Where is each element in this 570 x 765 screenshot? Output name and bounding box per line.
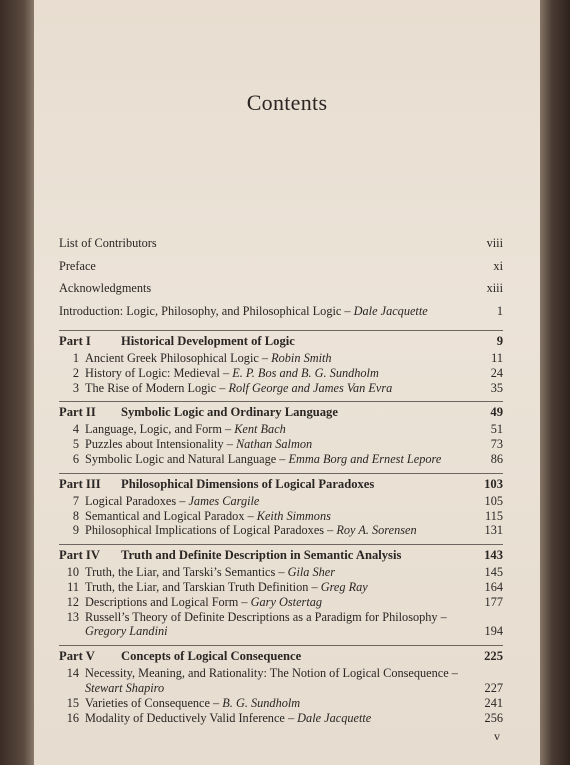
front-matter-list	[59, 236, 503, 326]
chapter-text	[85, 595, 463, 610]
chapter-author: Emma Borg and Ernest Lepore	[288, 451, 442, 466]
chapter-author: Roy A. Sorensen	[336, 523, 417, 538]
chapter-text	[85, 696, 463, 711]
part-title: Concepts of Logical Consequence	[121, 649, 302, 664]
chapter-number: 13	[66, 609, 79, 624]
front-matter-title: Acknowledgments	[59, 281, 152, 295]
chapter-page: 51	[490, 422, 503, 437]
part-page: 143	[484, 548, 503, 563]
chapter-entry	[59, 494, 503, 509]
chapter-title: Symbolic Logic and Natural Language –	[85, 451, 289, 466]
part-heading	[59, 477, 503, 494]
part-heading	[59, 334, 503, 351]
part-number: Part I	[59, 334, 91, 348]
chapter-author: Rolf George and James Van Evra	[228, 380, 393, 395]
chapter-number: 6	[72, 451, 79, 466]
chapter-author: James Cargile	[188, 493, 260, 508]
chapter-author: E. P. Bos and B. G. Sundholm	[232, 365, 379, 380]
chapter-title: Ancient Greek Philosophical Logic –	[85, 351, 272, 365]
chapter-entry	[59, 351, 503, 366]
chapter-title: Puzzles about Intensionality –	[85, 437, 236, 452]
chapter-text	[85, 711, 463, 726]
front-matter-label	[59, 236, 157, 259]
chapter-author: B. G. Sundholm	[222, 695, 301, 710]
chapter-author: Gila Sher	[287, 565, 336, 580]
chapter-entry	[59, 381, 503, 396]
chapter-entry	[59, 595, 503, 610]
front-matter-row	[59, 259, 503, 282]
chapter-page: 194	[484, 624, 503, 639]
chapter-author: Nathan Salmon	[235, 437, 313, 452]
part-section	[59, 330, 503, 395]
chapter-author: Stewart Shapiro	[85, 680, 165, 695]
parts-list	[59, 330, 503, 731]
chapter-number: 2	[72, 365, 79, 380]
part-page: 9	[496, 334, 503, 348]
front-matter-page: xi	[493, 258, 503, 273]
chapter-text	[85, 610, 463, 640]
part-number: Part V	[59, 649, 95, 664]
front-matter-label	[59, 259, 96, 282]
front-matter-page: 1	[496, 303, 503, 318]
front-matter-author: Dale Jacquette	[353, 303, 428, 318]
chapter-entry	[59, 580, 503, 595]
chapter-author: Greg Ray	[320, 579, 368, 594]
front-matter-row	[59, 236, 503, 259]
chapter-page: 73	[490, 437, 503, 452]
part-title: Philosophical Dimensions of Logical Paradoxes	[121, 476, 375, 491]
chapter-text	[85, 523, 463, 538]
chapter-title: Russell’s Theory of Definite Descriptions as a Paradigm for Philosophy –	[85, 609, 447, 624]
chapter-author: Gary Ostertag	[250, 594, 323, 609]
front-matter-title: Introduction: Logic, Philosophy, and Philosophical Logic –	[59, 303, 354, 318]
part-title: Truth and Definite Description in Semantic Analysis	[121, 548, 402, 563]
contents-title: Contents	[246, 90, 328, 115]
part-title: Symbolic Logic and Ordinary Language	[121, 405, 338, 420]
chapter-page: 131	[484, 523, 503, 538]
chapter-title: History of Logic: Medieval –	[85, 365, 233, 380]
chapter-author: Kent Bach	[234, 422, 286, 437]
book-edge-right	[540, 0, 570, 765]
front-matter-row	[59, 304, 503, 327]
part-page: 49	[490, 405, 503, 420]
chapter-page: 256	[484, 710, 503, 725]
chapter-page: 227	[484, 680, 503, 695]
front-matter-title: Preface	[59, 258, 96, 273]
chapter-text	[85, 452, 463, 467]
front-matter-page: xiii	[486, 281, 503, 295]
chapter-entry	[59, 509, 503, 524]
chapter-author: Gregory Landini	[85, 624, 168, 639]
chapter-page: 105	[484, 493, 503, 508]
front-matter-label	[59, 304, 428, 327]
chapter-number: 11	[67, 579, 79, 594]
chapter-text	[85, 509, 463, 524]
chapter-title: Language, Logic, and Form –	[85, 422, 235, 437]
chapter-number: 7	[72, 493, 79, 508]
chapter-page: 177	[484, 594, 503, 609]
chapter-title: Modality of Deductively Valid Inference –	[85, 710, 298, 725]
part-page: 103	[484, 476, 503, 491]
part-page: 225	[484, 649, 503, 664]
part-number: Part IV	[59, 548, 100, 563]
chapter-text	[85, 666, 463, 696]
chapter-title: Semantical and Logical Paradox –	[85, 508, 257, 523]
chapter-text	[85, 580, 463, 595]
chapter-number: 16	[66, 710, 79, 725]
chapter-page: 86	[490, 451, 503, 466]
chapter-page: 145	[484, 565, 503, 580]
chapter-number: 8	[72, 508, 79, 523]
front-matter-title: List of Contributors	[59, 236, 157, 250]
chapter-number: 14	[66, 666, 79, 681]
chapter-number: 3	[72, 380, 79, 395]
part-heading	[59, 649, 503, 666]
chapter-author: Dale Jacquette	[297, 710, 372, 725]
chapter-entry	[59, 437, 503, 452]
chapter-entry	[59, 366, 503, 381]
chapter-number: 4	[72, 422, 79, 437]
chapter-number: 10	[66, 565, 79, 580]
chapter-title: Truth, the Liar, and Tarskian Truth Definition –	[85, 579, 321, 594]
chapter-number: 5	[72, 437, 79, 452]
chapter-text	[85, 351, 463, 366]
chapter-text	[85, 565, 463, 580]
chapter-page: 11	[491, 351, 503, 365]
chapter-title: Descriptions and Logical Form –	[85, 594, 251, 609]
book-page	[34, 0, 540, 765]
part-number: Part II	[59, 405, 96, 420]
chapter-title: The Rise of Modern Logic –	[85, 380, 229, 395]
chapter-entry	[59, 666, 503, 696]
chapter-text	[85, 381, 463, 396]
part-section	[59, 401, 503, 466]
part-section	[59, 544, 503, 639]
chapter-page: 24	[490, 365, 503, 380]
chapter-page: 35	[490, 380, 503, 395]
front-matter-page: viii	[486, 236, 503, 250]
chapter-page: 115	[485, 508, 503, 523]
book-edge-left	[0, 0, 34, 765]
chapter-entry	[59, 711, 503, 726]
chapter-number: 1	[72, 351, 79, 365]
front-matter-label	[59, 281, 151, 304]
chapter-author: Keith Simmons	[256, 508, 331, 523]
chapter-title: Truth, the Liar, and Tarski’s Semantics –	[85, 565, 288, 580]
chapter-title: Necessity, Meaning, and Rationality: The Notion of Logical Consequence –	[85, 666, 458, 681]
chapter-text	[85, 366, 463, 381]
chapter-page: 164	[484, 579, 503, 594]
chapter-entry	[59, 565, 503, 580]
chapter-text	[85, 437, 463, 452]
chapter-title: Logical Paradoxes –	[85, 493, 189, 508]
chapter-page: 241	[484, 695, 503, 710]
part-heading	[59, 548, 503, 565]
chapter-author: Robin Smith	[271, 351, 332, 365]
chapter-number: 15	[66, 695, 79, 710]
front-matter-row	[59, 281, 503, 304]
page-number: v	[494, 729, 500, 743]
chapter-entry	[59, 422, 503, 437]
chapter-number: 12	[66, 594, 79, 609]
part-number: Part III	[59, 476, 101, 491]
chapter-title: Philosophical Implications of Logical Paradoxes –	[85, 523, 337, 538]
part-heading	[59, 405, 503, 422]
part-title: Historical Development of Logic	[121, 334, 295, 348]
chapter-number: 9	[72, 523, 79, 538]
chapter-title: Varieties of Consequence –	[85, 695, 223, 710]
chapter-text	[85, 422, 463, 437]
part-section	[59, 645, 503, 725]
chapter-entry	[59, 696, 503, 711]
chapter-entry	[59, 452, 503, 467]
chapter-text	[85, 494, 463, 509]
chapter-entry	[59, 610, 503, 640]
chapter-entry	[59, 523, 503, 538]
part-section	[59, 473, 503, 538]
